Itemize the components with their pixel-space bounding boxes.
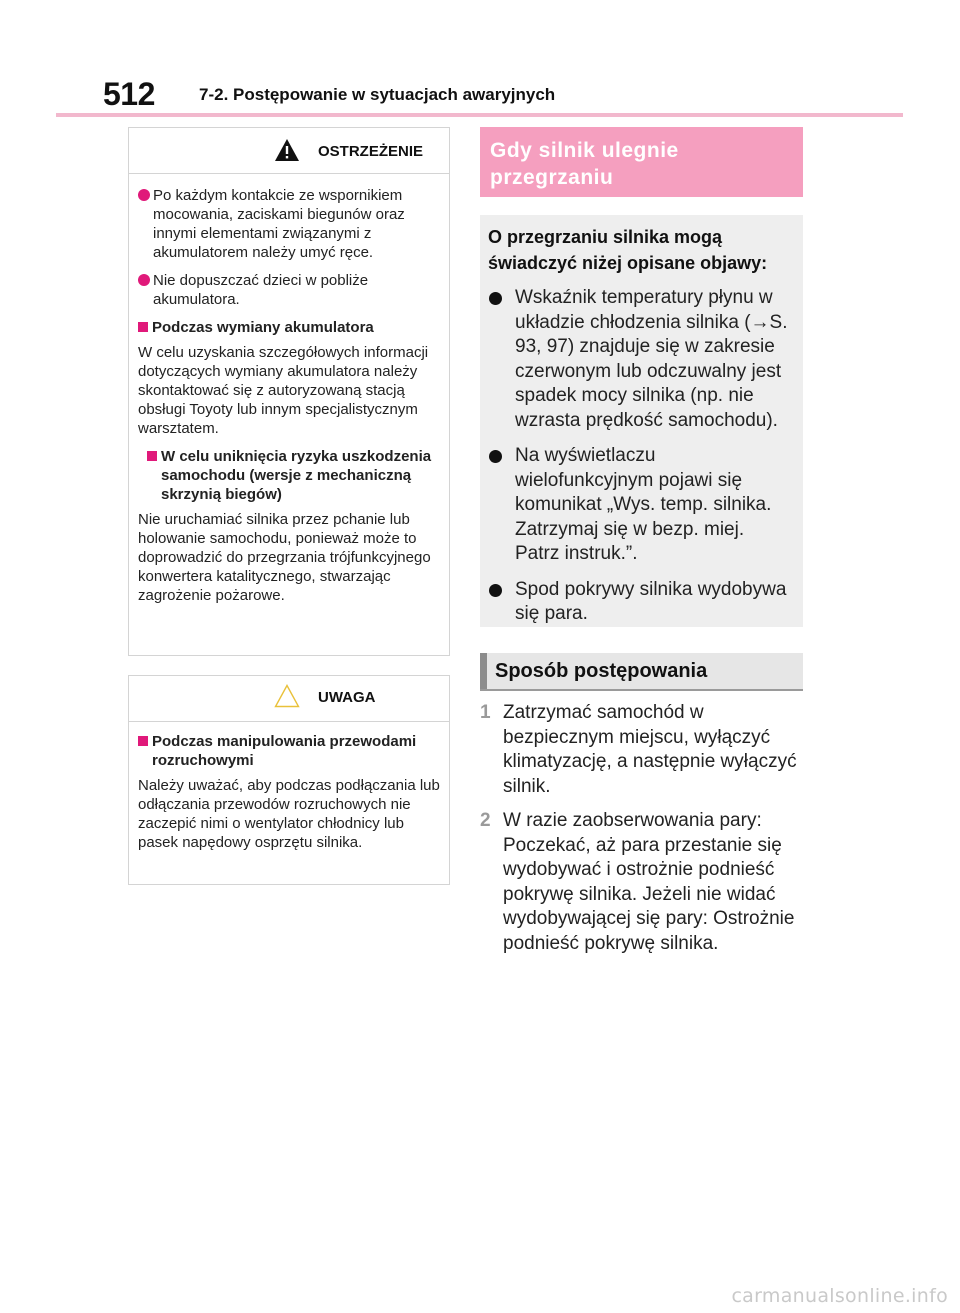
caution-subheading: Podczas manipulowania przewodami rozruchowymi [138,732,442,770]
overheat-title-line1: Gdy silnik ulegnie [490,139,679,162]
page-header [0,0,960,118]
warning-title: OSTRZEŻENIE [318,143,424,160]
step-number: 1 [480,702,491,723]
warning-paragraph: W celu uzyskania szczegółowych informacji dotyczących wymiany akumulatora należy skontaktować się z autoryzowaną stacją obsługi Toyoty lub innym specjalistycznym warsztatem. [138,344,429,437]
caution-triangle-icon [274,684,300,708]
square-bullet-icon [138,736,148,746]
bullet-dot-icon [489,292,502,305]
warning-subheading: W celu uniknięcia ryzyka uszkodzenia samochodu (wersje z mechaniczną skrzynią biegów) [147,447,442,504]
procedure-section-header [480,653,803,691]
procedure-step [480,809,803,956]
symptoms-intro: O przegrzaniu silnika mogą świadczyć niżej opisane objawy: [488,227,768,273]
warning-triangle-icon [274,138,300,162]
symptom-item: Spod pokrywy silnika wydobywa się para. [488,578,793,627]
header-divider [56,113,903,117]
symptom-item: Na wyświetlaczu wielofunkcyjnym pojawi się komunikat „Wys. temp. silnika. Zatrzymaj się w bezp. miej. Patrz instruk.”. [488,444,793,567]
overheat-section-header [480,127,803,197]
warning-box [128,127,450,656]
bullet-dot-icon [138,274,150,286]
bullet-dot-icon [138,189,150,201]
square-bullet-icon [138,322,148,332]
step-text: W razie zaobserwowania pary: Poczekać, aż para przestanie się wydobywać i ostrożnie podnieść pokrywę silnika. Jeżeli nie widać wydobywającej się pary: Ostrożnie podnieść pokrywę silnika. [503,810,795,954]
procedure-title: Sposób postępowania [495,660,708,682]
warning-box-header [129,128,449,174]
bullet-dot-icon [489,450,502,463]
watermark: carmanualsonline.info [731,1285,948,1307]
overheat-title-line2: przegrzaniu [490,166,614,189]
caution-paragraph: Należy uważać, aby podczas podłączania lub odłączania przewodów rozruchowych nie zaczepić nimi o wentylator chłodnicy lub pasek napędowy osprzętu silnika. [138,777,440,851]
caution-box-header [129,676,449,722]
symptoms-box [480,215,803,627]
symptom-item: Wskaźnik temperatury płynu w układzie chłodzenia silnika (→S. 93, 97) znajduje się w zakresie czerwonym lub odczuwalny jest spadek mocy silnika (np. nie wzrasta prędkość samochodu). [488,286,793,433]
warning-paragraph: Nie uruchamiać silnika przez pchanie lub holowanie samochodu, ponieważ może to doprowadzić do przegrzania trójfunkcyjnego konwertera katalitycznego, stwarzając zagrożenie pożarowe. [138,511,431,604]
step-number: 2 [480,810,491,831]
header-accent-bar [480,653,487,689]
warning-bullet: Nie dopuszczać dzieci w pobliże akumulatora. [138,271,442,309]
section-title: 7-2. Postępowanie w sytuacjach awaryjnych [199,85,556,104]
page-number: 512 [103,76,155,112]
procedure-step [480,701,803,799]
warning-bullet: Po każdym kontakcie ze wspornikiem mocowania, zaciskami biegunów oraz innymi elementami związanymi z akumulatorem należy umyć ręce. [138,186,442,262]
square-bullet-icon [147,451,157,461]
warning-subheading: Podczas wymiany akumulatora [138,318,442,337]
procedure-steps [480,701,803,966]
step-text: Zatrzymać samochód w bezpiecznym miejscu, wyłączyć klimatyzację, a następnie wyłączyć silnik. [503,702,797,797]
bullet-dot-icon [489,584,502,597]
caution-box [128,675,450,885]
caution-title: UWAGA [318,689,376,706]
